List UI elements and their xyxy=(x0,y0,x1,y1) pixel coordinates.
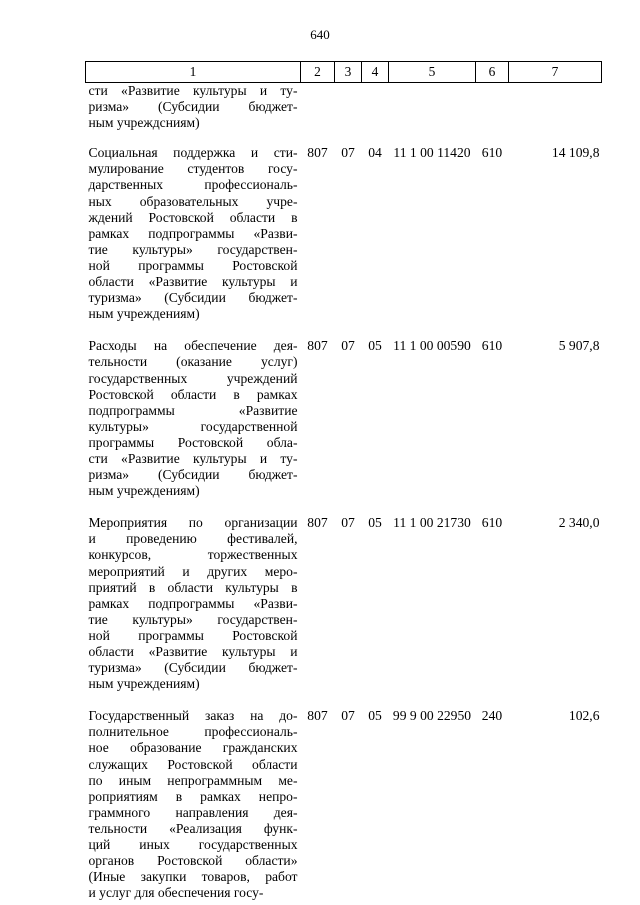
description-line: ций иных государственных xyxy=(88,837,298,853)
row-description xyxy=(86,83,301,132)
description-line: по иным непрограммным ме- xyxy=(88,772,298,788)
description-line: конкурсов, торжественных xyxy=(88,547,298,563)
ministry-code: 807 xyxy=(307,708,328,724)
budget-table xyxy=(85,61,602,901)
description-line: роприятиям в рамках непро- xyxy=(88,788,298,804)
subsection-code: 04 xyxy=(368,145,382,161)
description-line: тельности (оказание услуг) xyxy=(88,354,298,370)
description-line: служащих Ростовской области xyxy=(88,756,298,772)
row-description xyxy=(86,338,301,499)
row-spacer xyxy=(86,322,602,338)
description-line: туризма» (Субсидии бюджет- xyxy=(88,290,298,306)
table-row xyxy=(86,83,602,132)
description-line: ной программы Ростовской xyxy=(88,627,298,643)
description-line: культуры» государственной xyxy=(88,418,298,434)
description-line: дарственных профессиональ- xyxy=(88,177,298,193)
header-col-1: 1 xyxy=(86,62,301,83)
target-article-code: 11 1 00 11420 xyxy=(393,145,471,161)
description-line: мероприятий и других меро- xyxy=(88,563,298,579)
description-line: ризма» (Субсидии бюджет- xyxy=(88,99,298,115)
expense-type-code: 610 xyxy=(481,515,503,531)
description-line: мулирование студентов госу- xyxy=(88,161,298,177)
description-line: ной программы Ростовской xyxy=(88,257,298,273)
description-line: тельности «Реализация функ- xyxy=(88,820,298,836)
row-description xyxy=(86,145,301,322)
target-article-code: 11 1 00 00590 xyxy=(393,338,471,354)
table-row xyxy=(86,145,602,322)
amount: 102,6 xyxy=(568,708,600,724)
ministry-code: 807 xyxy=(307,338,328,354)
expense-type-code xyxy=(476,83,509,132)
subsection-code xyxy=(362,83,389,132)
amount: 2 340,0 xyxy=(558,515,600,531)
section-code: 07 xyxy=(341,515,355,531)
description-line: сти «Развитие культуры и ту- xyxy=(88,83,298,98)
amount xyxy=(509,83,602,132)
description-line: тие культуры» государствен- xyxy=(88,241,298,257)
description-line: рамках подпрограммы «Разви- xyxy=(88,595,298,611)
description-line: тие культуры» государствен- xyxy=(88,611,298,627)
ministry-code xyxy=(301,83,335,132)
description-line: области «Развитие культуры и xyxy=(88,644,298,659)
row-spacer-cell xyxy=(86,131,602,145)
row-spacer-cell xyxy=(86,499,602,515)
header-col-5: 5 xyxy=(389,62,476,83)
description-line: ным учреждениям) xyxy=(88,306,200,322)
header-col-4: 4 xyxy=(362,62,389,83)
ministry-code: 807 xyxy=(307,515,328,531)
description-line: Государственный заказ на до- xyxy=(88,708,298,724)
subsection-code: 05 xyxy=(368,708,382,724)
row-description xyxy=(86,515,301,692)
table-row xyxy=(86,515,602,692)
target-article-code xyxy=(389,83,476,132)
description-line: подпрограммы «Развитие xyxy=(88,402,298,418)
description-line: программы Ростовской обла- xyxy=(88,434,298,450)
description-line: Мероприятия по организации xyxy=(88,515,298,531)
description-line: ных образовательных учре- xyxy=(88,193,298,209)
description-line: ным учреждениям) xyxy=(88,676,200,692)
description-line: (Иные закупки товаров, работ xyxy=(88,869,298,885)
target-article-code: 11 1 00 21730 xyxy=(393,515,471,531)
description-line: сти «Развитие культуры и ту- xyxy=(88,450,298,466)
description-line: Ростовской области в рамках xyxy=(88,386,298,402)
section-code: 07 xyxy=(341,708,355,724)
page-number: 640 xyxy=(310,27,330,42)
subsection-code: 05 xyxy=(368,338,382,354)
header-col-2: 2 xyxy=(301,62,335,83)
amount: 14 109,8 xyxy=(551,145,600,161)
description-line: Социальная поддержка и сти- xyxy=(88,145,298,161)
ministry-code: 807 xyxy=(307,145,328,161)
subsection-code: 05 xyxy=(368,515,382,531)
row-spacer-cell xyxy=(86,692,602,708)
row-spacer xyxy=(86,499,602,515)
expense-type-code: 610 xyxy=(481,338,503,354)
table-row xyxy=(86,708,602,901)
description-line: ждений Ростовской области в xyxy=(88,209,298,225)
expense-type-code: 240 xyxy=(481,708,503,724)
description-line: органов Ростовской области» xyxy=(88,853,298,869)
table-body xyxy=(86,83,602,902)
description-line: приятий в области культуры в xyxy=(88,579,298,595)
description-line: рамках подпрограммы «Разви- xyxy=(88,225,298,241)
description-line: Расходы на обеспечение дея- xyxy=(88,338,298,354)
target-article-code: 99 9 00 22950 xyxy=(392,708,472,724)
description-line: туризма» (Субсидии бюджет- xyxy=(88,660,298,676)
section-code: 07 xyxy=(341,145,355,161)
description-line: граммного направления дея- xyxy=(88,804,298,820)
amount: 5 907,8 xyxy=(558,338,600,354)
row-spacer xyxy=(86,131,602,145)
description-line: ным учреждениям) xyxy=(88,483,200,499)
header-row xyxy=(86,62,602,83)
description-line: ное образование гражданских xyxy=(88,740,298,756)
section-code xyxy=(335,83,362,132)
row-spacer xyxy=(86,692,602,708)
description-line: государственных учреждений xyxy=(88,370,298,386)
description-line: области «Развитие культуры и xyxy=(88,274,298,290)
section-code: 07 xyxy=(341,338,355,354)
description-line: полнительное профессиональ- xyxy=(88,724,298,740)
description-line: ризма» (Субсидии бюджет- xyxy=(88,467,298,483)
description-line: и проведению фестивалей, xyxy=(88,531,298,547)
table-row xyxy=(86,338,602,499)
row-description xyxy=(86,708,301,901)
description-line: и услуг для обеспечения госу- xyxy=(88,885,264,901)
expense-type-code: 610 xyxy=(481,145,503,161)
header-col-7: 7 xyxy=(509,62,602,83)
header-col-3: 3 xyxy=(335,62,362,83)
row-spacer-cell xyxy=(86,322,602,338)
header-col-6: 6 xyxy=(476,62,509,83)
description-line: ным учреждсниям) xyxy=(88,115,200,131)
